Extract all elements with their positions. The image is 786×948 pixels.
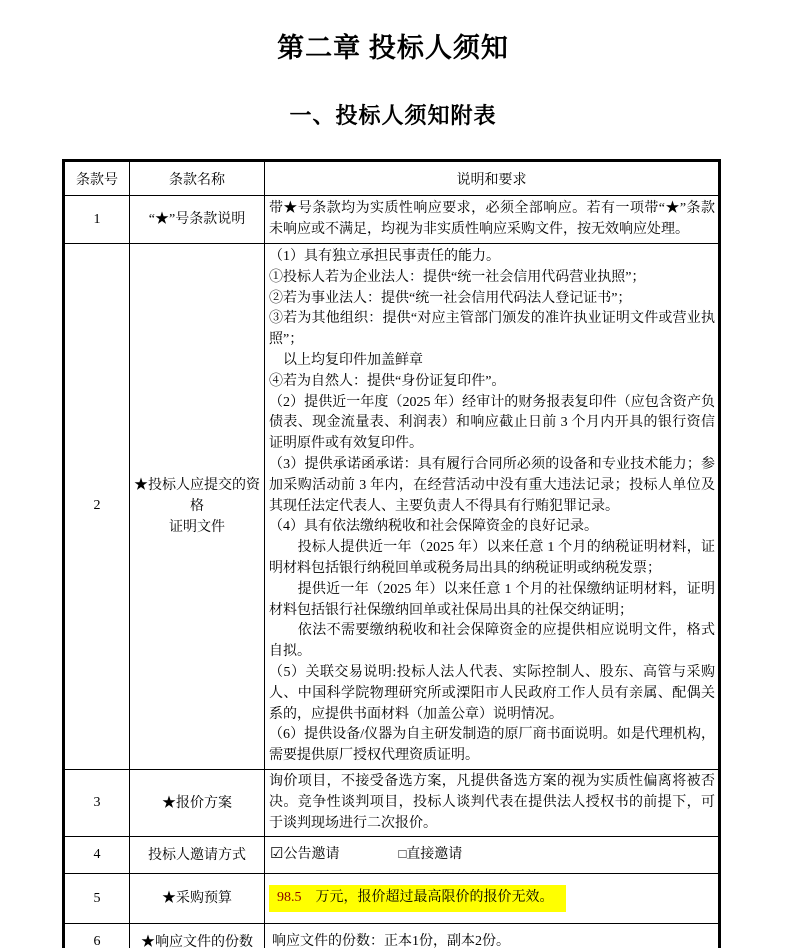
clause-name-line1: ★投标人应提交的资格 — [134, 477, 260, 514]
table-row-6 — [64, 924, 720, 948]
header-clause-no: 条款号 — [64, 161, 130, 196]
paragraph: 投标人提供近一年（2025 年）以来任意 1 个月的纳税证明材料，证明材料包括银行纳税回单或税务局出具的纳税证明或纳税发票； — [269, 540, 715, 576]
clause-description: 带★号条款均为实质性响应要求，必须全部响应。若有一项带“★”条款未响应或不满足，均视为非实质性响应采购文件，按无效响应处理。 — [265, 196, 720, 244]
clause-no: 1 — [64, 196, 130, 244]
paragraph: （4）具有依法缴纳税收和社会保障资金的良好记录。 — [269, 519, 598, 535]
clause-description — [265, 244, 720, 770]
option-public-announcement — [270, 844, 339, 866]
table-header-row — [64, 161, 720, 196]
budget-text: 万元，报价超过最高限价的报价无效。 — [315, 890, 554, 906]
clause-no: 5 — [64, 874, 130, 924]
table-row-1 — [64, 196, 720, 244]
invitation-options — [265, 837, 720, 874]
paragraph: ③若为其他组织：提供“对应主管部门颁发的准许执业证明文件或营业执照”； — [269, 311, 715, 348]
option-direct-invitation — [398, 844, 462, 866]
clause-no: 6 — [64, 924, 130, 948]
clause-description: 询价项目，不接受备选方案，凡提供备选方案的视为实质性偏离将被否决。竞争性谈判项目，投标人谈判代表在提供法人授权书的前提下，可于谈判现场进行二次报价。 — [265, 769, 720, 836]
paragraph: ②若为事业法人：提供“统一社会信用代码法人登记证书”； — [269, 290, 632, 306]
clause-name: ★响应文件的份数 — [130, 924, 265, 948]
paragraph: （2）提供近一年度（2025 年）经审计的财务报表复印件（应包含资产负债表、现金流量表、利润表）和响应截止日前 3 个月内开具的银行资信证明原件或有效复印件。 — [269, 394, 715, 452]
table-row-5 — [64, 874, 720, 924]
clause-name: ★采购预算 — [130, 874, 265, 924]
paragraph: ①投标人若为企业法人：提供“统一社会信用代码营业执照”； — [269, 269, 646, 285]
page-subtitle: 一、投标人须知附表 — [289, 103, 497, 128]
clause-name: ★报价方案 — [130, 769, 265, 836]
paragraph: （5）关联交易说明:投标人法人代表、实际控制人、股东、高管与采购人、中国科学院物理研究所或溧阳市人民政府工作人员有亲属、配偶关系的，应提供书面材料（加盖公章）说明情况。 — [269, 664, 715, 722]
checkbox-unchecked-icon: □ — [398, 846, 407, 862]
budget-highlight — [269, 885, 566, 912]
table-row-2 — [64, 244, 720, 770]
paragraph: 提供近一年（2025 年）以来任意 1 个月的社保缴纳证明材料，证明材料包括银行社保缴纳回单或社保局出具的社保交纳证明； — [269, 581, 715, 618]
checkbox-checked-icon: ☑ — [270, 846, 284, 863]
table-row-4 — [64, 837, 720, 874]
clause-name-line2: 证明文件 — [169, 519, 225, 535]
paragraph: 以上均复印件加盖鲜章 — [269, 352, 423, 368]
clause-no: 3 — [64, 769, 130, 836]
option-label: 直接邀请 — [406, 847, 463, 863]
clause-name: 投标人邀请方式 — [130, 837, 265, 874]
paragraph: （1）具有独立承担民事责任的能力。 — [269, 249, 500, 264]
table-row-3 — [64, 769, 720, 836]
clause-no: 2 — [64, 244, 130, 770]
header-description: 说明和要求 — [265, 161, 720, 196]
budget-description — [265, 874, 720, 924]
clause-description: 响应文件的份数：正本1份，副本2份。 — [265, 924, 720, 948]
paragraph: （3）提供承诺函承诺：具有履行合同所必须的设备和专业技术能力；参加采购活动前 3 年内，在经营活动中没有重大违法记录；投标人单位及其现任法定代表人、主要负责人不得具有行贿犯罪记录。 — [269, 456, 715, 514]
paragraph: ④若为自然人：提供“身份证复印件”。 — [269, 373, 506, 389]
clause-name: “★”号条款说明 — [130, 196, 265, 244]
budget-value: 98.5 — [277, 890, 302, 906]
header-clause-name: 条款名称 — [130, 161, 265, 196]
paragraph: （6）提供设备/仪器为自主研发制造的原厂商书面说明。如是代理机构，需要提供原厂授权代理资质证明。 — [269, 727, 715, 764]
clause-no: 4 — [64, 837, 130, 874]
notice-table — [62, 159, 721, 948]
option-label: 公告邀请 — [283, 847, 340, 863]
clause-name — [130, 244, 265, 770]
page-title: 第二章 投标人须知 — [277, 33, 509, 63]
paragraph: 依法不需要缴纳税收和社会保障资金的应提供相应说明文件，格式自拟。 — [269, 623, 715, 660]
